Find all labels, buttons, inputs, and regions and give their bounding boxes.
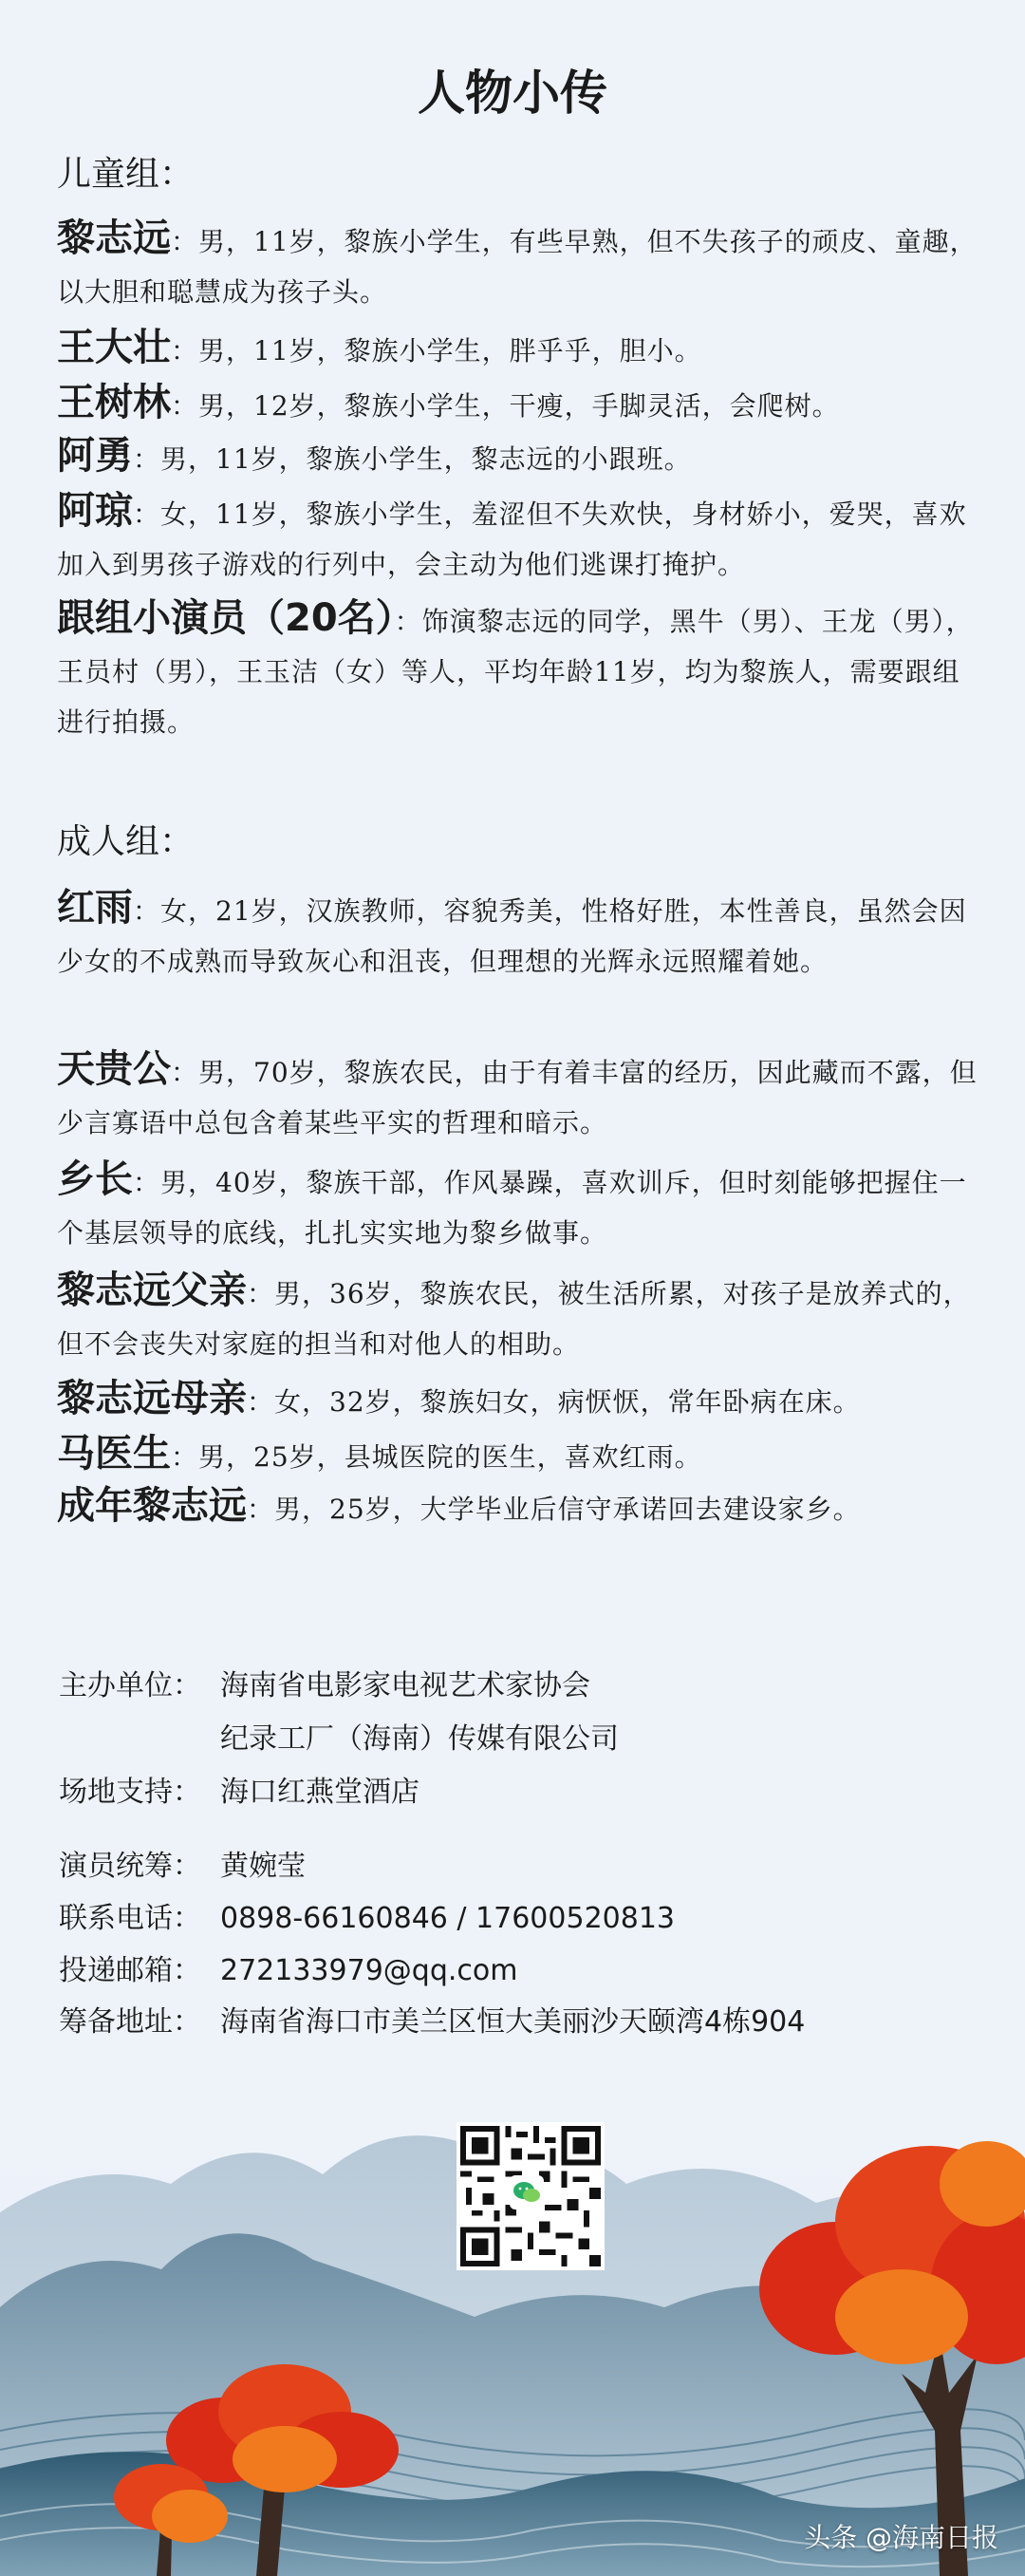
character-name: 王大壮: [57, 326, 171, 369]
email-value[interactable]: 272133979@qq.com: [220, 1954, 518, 1987]
phone-row: [59, 1894, 675, 1936]
character-entry: [57, 1429, 987, 1482]
character-desc: ：女，21岁，汉族教师，容貌秀美，性格好胜，本性善良，虽然会因少女的不成熟而导致灰心和沮丧，但理想的光辉永远照耀着她。: [57, 895, 967, 977]
toutiao-watermark: 头条 @海南日报: [804, 2522, 998, 2553]
character-entry: [57, 323, 987, 376]
character-entry: [57, 1155, 987, 1258]
organizer-2: 纪录工厂（海南）传媒有限公司: [220, 1722, 619, 1756]
qr-code-icon: [457, 2122, 605, 2270]
character-desc: ：男，25岁，县城医院的医生，喜欢红雨。: [171, 1441, 702, 1473]
adult-group-heading: 成人组：: [57, 822, 195, 861]
phone-label: 联系电话：: [59, 1902, 201, 1935]
wechat-icon: [510, 2175, 544, 2209]
character-name: 黎志远父亲: [57, 1269, 247, 1312]
cast-label: 演员统筹：: [59, 1850, 201, 1883]
character-entry: [57, 1266, 987, 1369]
venue-value: 海口红燕堂酒店: [220, 1776, 419, 1809]
character-name: 阿琼: [57, 489, 133, 533]
cast-value: 黄婉莹: [220, 1850, 306, 1883]
character-entry: [57, 1481, 987, 1534]
character-name: 王树林: [57, 381, 171, 424]
address-row: [59, 1998, 805, 2040]
children-group-heading: 儿童组：: [57, 155, 195, 194]
character-name: 红雨: [57, 886, 133, 930]
character-desc: ：男，40岁，黎族干部，作风暴躁，喜欢训斥，但时刻能够把握住一个基层领导的底线，扎扎实实地为黎乡做事。: [57, 1167, 967, 1249]
character-desc: ：男，25岁，大学毕业后信守承诺回去建设家乡。: [247, 1494, 861, 1525]
character-entry: [57, 1044, 987, 1148]
character-name: 黎志远: [57, 216, 171, 260]
character-entry: [57, 214, 987, 317]
character-desc: ：男，70岁，黎族农民，由于有着丰富的经历，因此藏而不露，但少言寡语中总包含着某些平实的哲理和暗示。: [57, 1057, 978, 1138]
character-entry: [57, 883, 987, 987]
email-label: 投递邮箱：: [59, 1954, 201, 1987]
character-name: 黎志远母亲: [57, 1377, 247, 1420]
organizer-1: 海南省电影家电视艺术家协会: [220, 1669, 590, 1702]
page-title: 人物小传: [418, 66, 607, 121]
character-name: 马医生: [57, 1432, 171, 1476]
email-row: [59, 1946, 517, 1988]
character-desc: ：男，11岁，黎族小学生，胖乎乎，胆小。: [171, 335, 702, 367]
organizer-label: 主办单位：: [59, 1669, 201, 1702]
character-entry: [57, 1374, 987, 1427]
address-label: 筹备地址：: [59, 2005, 201, 2039]
venue-label: 场地支持：: [59, 1776, 201, 1809]
phone-value[interactable]: 0898-66160846 / 17600520813: [220, 1902, 676, 1935]
character-desc: ：女，32岁，黎族妇女，病恹恹，常年卧病在床。: [247, 1386, 861, 1418]
character-name: 阿勇: [57, 434, 133, 478]
character-desc: ：饰演黎志远的同学，黑牛（男）、王龙（男），王员村（男），王玉洁（女）等人，平均年龄11岁，均为黎族人，需要跟组进行拍摄。: [57, 606, 974, 738]
character-name: 成年黎志远: [57, 1484, 247, 1528]
character-desc: ：男，11岁，黎族小学生，有些早熟，但不失孩子的顽皮、童趣，以大胆和聪慧成为孩子头。: [57, 226, 978, 308]
organizer-row: [59, 1662, 590, 1703]
address-value: 海南省海口市美兰区恒大美丽沙天颐湾4栋904: [220, 2005, 806, 2039]
character-name: 天贵公: [57, 1047, 171, 1091]
character-entry: [57, 431, 987, 484]
character-entry: [57, 593, 987, 747]
character-desc: ：男，36岁，黎族农民，被生活所累，对孩子是放养式的，但不会丧失对家庭的担当和对他人的相助。: [57, 1278, 971, 1360]
cast-row: [59, 1842, 306, 1884]
venue-row: [59, 1768, 419, 1810]
organizer-row-2: [59, 1715, 619, 1757]
character-entry: [57, 486, 987, 590]
character-name: 乡长: [57, 1157, 133, 1201]
character-name: 跟组小演员（20名）: [57, 596, 395, 640]
character-desc: ：男，12岁，黎族小学生，干瘦，手脚灵活，会爬树。: [171, 390, 840, 422]
character-desc: ：女，11岁，黎族小学生，羞涩但不失欢快，身材娇小，爱哭，喜欢加入到男孩子游戏的行列中，会主动为他们逃课打掩护。: [57, 498, 967, 580]
character-entry: [57, 378, 987, 431]
character-desc: ：男，11岁，黎族小学生，黎志远的小跟班。: [133, 443, 692, 475]
